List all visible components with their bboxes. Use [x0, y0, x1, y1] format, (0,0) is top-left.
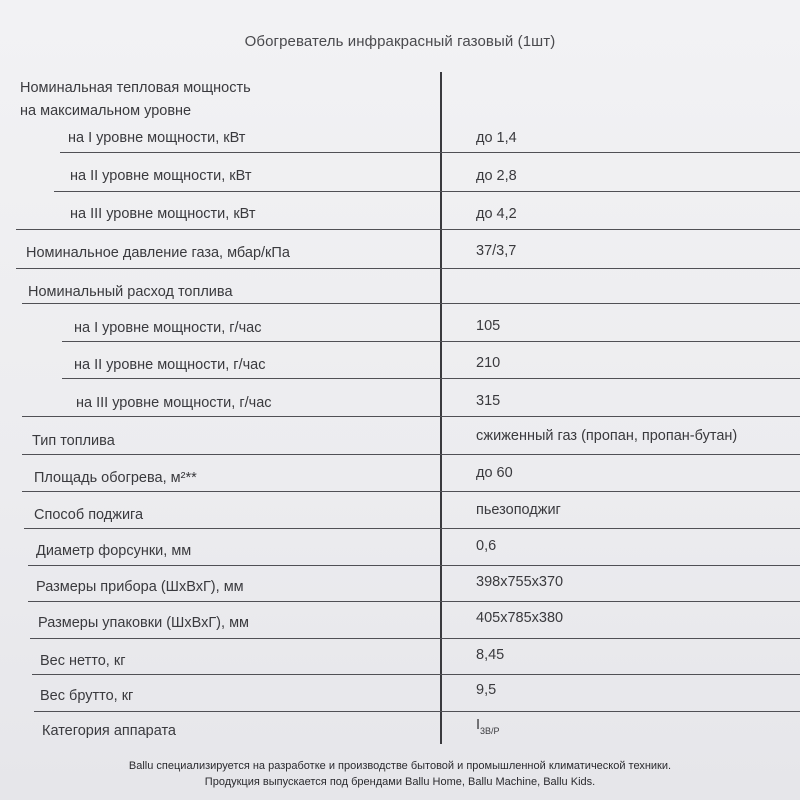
row-label: Вес брутто, кг	[40, 688, 134, 704]
row-label: на I уровне мощности, кВт	[68, 130, 246, 146]
row-label: на III уровне мощности, кВт	[70, 206, 256, 222]
row-value: 8,45	[476, 647, 505, 663]
row-divider	[28, 565, 800, 566]
column-divider	[440, 72, 442, 744]
row-value: 315	[476, 393, 501, 409]
row-divider	[22, 416, 800, 417]
row-label: на I уровне мощности, г/час	[74, 320, 262, 336]
row-label: Вес нетто, кг	[40, 653, 126, 669]
row-value: сжиженный газ (пропан, пропан-бутан)	[476, 428, 738, 444]
row-value: 405x785x380	[476, 610, 564, 626]
row-value	[476, 717, 500, 736]
row-label: Размеры прибора (ШхВхГ), мм	[36, 579, 244, 595]
row-value: до 1,4	[476, 130, 517, 146]
row-value: пьезоподжиг	[476, 502, 561, 518]
footer-line-2: Продукция выпускается под брендами Ballu Home, Ballu Machine, Ballu Kids.	[204, 776, 596, 788]
row-divider	[28, 601, 800, 602]
row-divider	[30, 638, 800, 639]
row-label: на III уровне мощности, г/час	[76, 395, 272, 411]
row-value: 398x755x370	[476, 574, 564, 590]
row-label: Диаметр форсунки, мм	[36, 543, 192, 559]
row-value: 105	[476, 318, 501, 334]
row-value: 9,5	[476, 682, 497, 698]
row-label: на II уровне мощности, кВт	[70, 168, 252, 184]
row-label: Размеры упаковки (ШхВхГ), мм	[38, 615, 250, 631]
row-label: на II уровне мощности, г/час	[74, 357, 266, 373]
row-divider	[22, 454, 800, 455]
row-divider	[16, 229, 800, 230]
row-divider	[34, 711, 800, 712]
row-divider	[22, 491, 800, 492]
row-value: 37/3,7	[476, 243, 517, 259]
row-divider	[54, 191, 800, 192]
row-divider	[62, 378, 800, 379]
row-divider	[16, 268, 800, 269]
document-title: Обогреватель инфракрасный газовый (1шт)	[244, 33, 556, 50]
row-label: Площадь обогрева, м²**	[34, 470, 197, 486]
row-value: 0,6	[476, 538, 497, 554]
row-value: до 2,8	[476, 168, 517, 184]
row-divider	[32, 674, 800, 675]
row-label: Номинальная тепловая мощность	[20, 80, 251, 96]
footer-line-1: Ballu специализируется на разработке и производстве бытовой и промышленной климатической техники.	[128, 760, 672, 772]
category-value: I	[476, 717, 481, 733]
row-divider	[62, 341, 800, 342]
row-label: на максимальном уровне	[20, 103, 192, 119]
row-label: Номинальный расход топлива	[28, 284, 233, 300]
row-label: Тип топлива	[32, 433, 115, 449]
row-value: до 4,2	[476, 206, 517, 222]
category-subscript: 3B/P	[480, 726, 500, 736]
row-divider	[22, 303, 800, 304]
row-label: Номинальное давление газа, мбар/кПа	[26, 245, 290, 261]
row-divider	[60, 152, 800, 153]
row-label: Категория аппарата	[42, 723, 176, 739]
row-label: Способ поджига	[34, 507, 144, 523]
row-value: до 60	[476, 465, 513, 481]
row-divider	[24, 528, 800, 529]
row-value: 210	[476, 355, 501, 371]
